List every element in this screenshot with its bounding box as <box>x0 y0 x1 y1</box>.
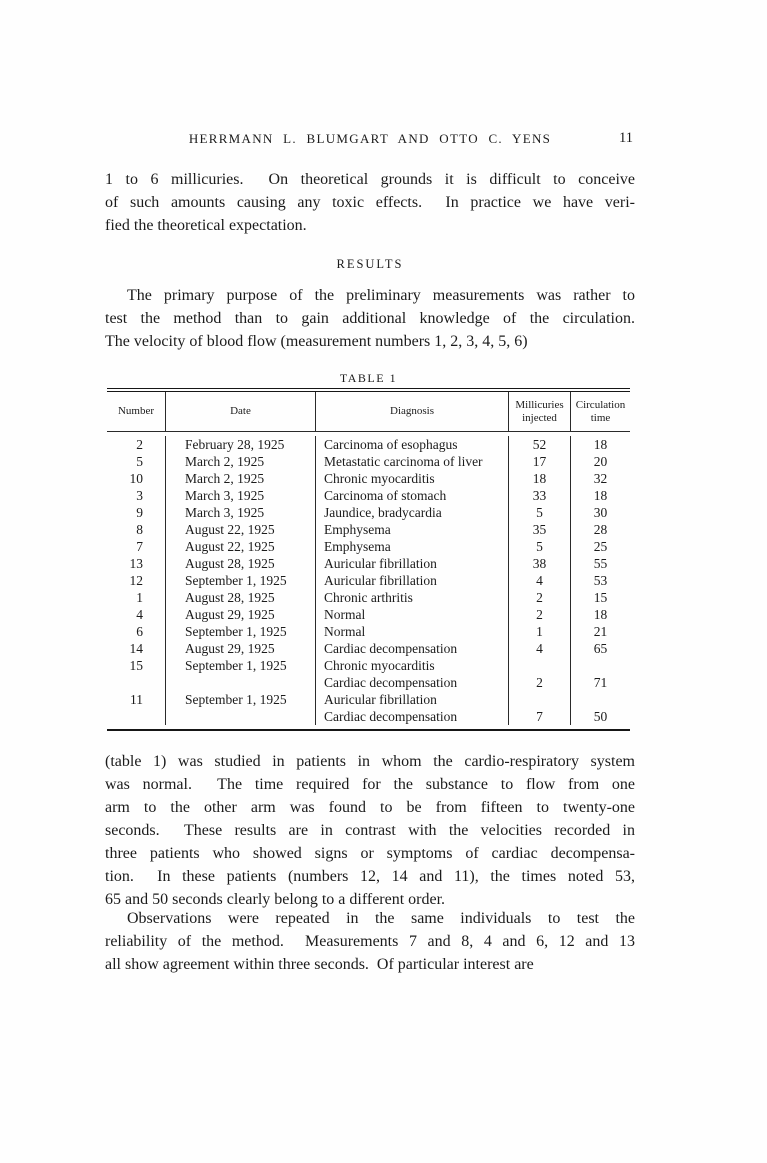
cell-number: 6 <box>136 624 143 639</box>
cell-number: 3 <box>136 488 143 503</box>
cell-diagnosis <box>315 538 508 555</box>
cell-circulation-time: 20 <box>570 453 630 470</box>
cell-date: March 3, 1925 <box>165 504 315 521</box>
table-row <box>107 657 630 691</box>
cell-diagnosis <box>315 555 508 572</box>
table-row <box>107 691 630 725</box>
text-line: 65 and 50 seconds clearly belong to a different order. <box>105 891 446 908</box>
paragraph-1 <box>105 168 635 237</box>
table-row <box>107 436 630 453</box>
cell-circulation-time: 53 <box>570 572 630 589</box>
cell-number: 2 <box>136 437 143 452</box>
cell-number: 7 <box>136 539 143 554</box>
diagnosis-line: Auricular fibrillation <box>324 556 437 571</box>
cell-number: 10 <box>129 471 143 486</box>
table-header-row <box>107 392 630 432</box>
cell-circulation-time: 65 <box>570 640 630 657</box>
cell-millicuries: 33 <box>508 487 570 504</box>
cell-circulation-time: 30 <box>570 504 630 521</box>
cell-date: August 29, 1925 <box>165 606 315 623</box>
diagnosis-line: Emphysema <box>324 539 391 554</box>
text-line: (table 1) was studied in patients in whom the cardio-respiratory system <box>105 753 635 770</box>
diagnosis-line: Chronic myocarditis <box>324 658 435 673</box>
diagnosis-line: Cardiac decompensation <box>324 675 458 690</box>
cell-circulation-time: 71 <box>570 657 630 691</box>
text-line: arm to the other arm was found to be from fifteen to twenty-one <box>105 799 635 816</box>
cell-diagnosis <box>315 606 508 623</box>
cell-millicuries: 18 <box>508 470 570 487</box>
cell-millicuries: 4 <box>508 640 570 657</box>
cell-date: March 2, 1925 <box>165 470 315 487</box>
text-line: The velocity of blood flow (measurement numbers 1, 2, 3, 4, 5, 6) <box>105 333 528 350</box>
text-line: all show agreement within three seconds. Of particular interest are <box>105 956 534 973</box>
diagnosis-line: Normal <box>324 607 366 622</box>
cell-date: March 3, 1925 <box>165 487 315 504</box>
diagnosis-line: Cardiac decompensation <box>324 709 458 724</box>
cell-date: August 22, 1925 <box>165 538 315 555</box>
cell-circulation-time: 50 <box>570 691 630 725</box>
cell-diagnosis <box>315 470 508 487</box>
cell-number: 9 <box>136 505 143 520</box>
cell-number: 1 <box>136 590 143 605</box>
diagnosis-line: Normal <box>324 624 366 639</box>
cell-diagnosis <box>315 623 508 640</box>
table-row <box>107 572 630 589</box>
cell-millicuries: 7 <box>508 691 570 725</box>
cell-circulation-time: 28 <box>570 521 630 538</box>
paragraph-3 <box>105 750 635 911</box>
cell-millicuries: 5 <box>508 538 570 555</box>
cell-date: March 2, 1925 <box>165 453 315 470</box>
table-title: TABLE 1 <box>339 371 398 385</box>
cell-number: 12 <box>129 573 143 588</box>
text-line: reliability of the method. Measurements 7 and 8, 4 and 6, 12 and 13 <box>105 933 635 950</box>
diagnosis-line: Metastatic carcinoma of liver <box>324 454 483 469</box>
text-line: three patients who showed signs or symptoms of cardiac decompensa- <box>105 845 635 862</box>
running-head <box>105 131 635 147</box>
cell-circulation-time: 18 <box>570 606 630 623</box>
cell-number: 15 <box>129 658 143 673</box>
cell-millicuries: 38 <box>508 555 570 572</box>
cell-millicuries: 52 <box>508 436 570 453</box>
cell-millicuries: 35 <box>508 521 570 538</box>
cell-millicuries: 2 <box>508 657 570 691</box>
diagnosis-line: Auricular fibrillation <box>324 692 437 707</box>
cell-date: August 22, 1925 <box>165 521 315 538</box>
column-header-number: Number <box>117 405 155 418</box>
cell-diagnosis <box>315 589 508 606</box>
table-row <box>107 487 630 504</box>
cell-date: September 1, 1925 <box>165 691 315 725</box>
cell-number: 11 <box>130 692 143 707</box>
column-header-circulation: Circulation time <box>570 392 630 431</box>
cell-circulation-time: 21 <box>570 623 630 640</box>
paragraph-2 <box>105 284 635 353</box>
page-number: 11 <box>619 130 633 146</box>
text-line: of such amounts causing any toxic effects. In practice we have veri- <box>105 194 635 211</box>
cell-millicuries: 1 <box>508 623 570 640</box>
diagnosis-line: Chronic myocarditis <box>324 471 435 486</box>
column-header-millicuries: Millicuries injected <box>508 392 570 431</box>
column-header-diagnosis: Diagnosis <box>315 392 508 431</box>
text-line: test the method than to gain additional knowledge of the circulation. <box>105 310 635 327</box>
text-line: The primary purpose of the preliminary measurements was rather to <box>127 287 635 304</box>
authors-heading: HERRMANN L. BLUMGART AND OTTO C. YENS <box>188 131 552 146</box>
cell-diagnosis <box>315 657 508 691</box>
cell-diagnosis <box>315 572 508 589</box>
table-row <box>107 538 630 555</box>
diagnosis-line: Chronic arthritis <box>324 590 413 605</box>
cell-number: 13 <box>129 556 143 571</box>
cell-diagnosis <box>315 436 508 453</box>
table-1 <box>107 388 630 731</box>
cell-circulation-time: 18 <box>570 487 630 504</box>
text-line: fied the theoretical expectation. <box>105 217 307 234</box>
table-body <box>107 432 630 729</box>
cell-date: August 29, 1925 <box>165 640 315 657</box>
cell-date: September 1, 1925 <box>165 572 315 589</box>
cell-number: 8 <box>136 522 143 537</box>
text-line: 1 to 6 millicuries. On theoretical grounds it is difficult to conceive <box>105 171 635 188</box>
table-row <box>107 606 630 623</box>
cell-circulation-time: 25 <box>570 538 630 555</box>
diagnosis-line: Auricular fibrillation <box>324 573 437 588</box>
results-heading: RESULTS <box>336 257 404 271</box>
table-row <box>107 521 630 538</box>
cell-number: 14 <box>129 641 143 656</box>
cell-date: August 28, 1925 <box>165 555 315 572</box>
text-line: seconds. These results are in contrast with the velocities recorded in <box>105 822 635 839</box>
cell-date: September 1, 1925 <box>165 623 315 640</box>
cell-circulation-time: 18 <box>570 436 630 453</box>
cell-millicuries: 17 <box>508 453 570 470</box>
cell-millicuries: 2 <box>508 589 570 606</box>
table-row <box>107 623 630 640</box>
text-line: tion. In these patients (numbers 12, 14 and 11), the times noted 53, <box>105 868 635 885</box>
diagnosis-line: Carcinoma of stomach <box>324 488 447 503</box>
table-row <box>107 504 630 521</box>
table-row <box>107 453 630 470</box>
cell-circulation-time: 55 <box>570 555 630 572</box>
diagnosis-line: Jaundice, bradycardia <box>324 505 442 520</box>
table-row <box>107 589 630 606</box>
cell-date: February 28, 1925 <box>165 436 315 453</box>
cell-millicuries: 4 <box>508 572 570 589</box>
cell-diagnosis <box>315 504 508 521</box>
table-row <box>107 470 630 487</box>
cell-date: August 28, 1925 <box>165 589 315 606</box>
cell-date: September 1, 1925 <box>165 657 315 691</box>
column-header-date: Date <box>165 392 315 431</box>
cell-diagnosis <box>315 640 508 657</box>
text-line: was normal. The time required for the substance to flow from one <box>105 776 635 793</box>
cell-number: 4 <box>136 607 143 622</box>
table-row <box>107 640 630 657</box>
cell-millicuries: 2 <box>508 606 570 623</box>
cell-millicuries: 5 <box>508 504 570 521</box>
table-row <box>107 555 630 572</box>
text-line: Observations were repeated in the same individuals to test the <box>127 910 635 927</box>
diagnosis-line: Cardiac decompensation <box>324 641 458 656</box>
cell-number: 5 <box>136 454 143 469</box>
cell-circulation-time: 15 <box>570 589 630 606</box>
cell-diagnosis <box>315 521 508 538</box>
cell-diagnosis <box>315 691 508 725</box>
paragraph-4 <box>105 907 635 976</box>
diagnosis-line: Emphysema <box>324 522 391 537</box>
cell-diagnosis <box>315 453 508 470</box>
cell-diagnosis <box>315 487 508 504</box>
cell-circulation-time: 32 <box>570 470 630 487</box>
diagnosis-line: Carcinoma of esophagus <box>324 437 458 452</box>
